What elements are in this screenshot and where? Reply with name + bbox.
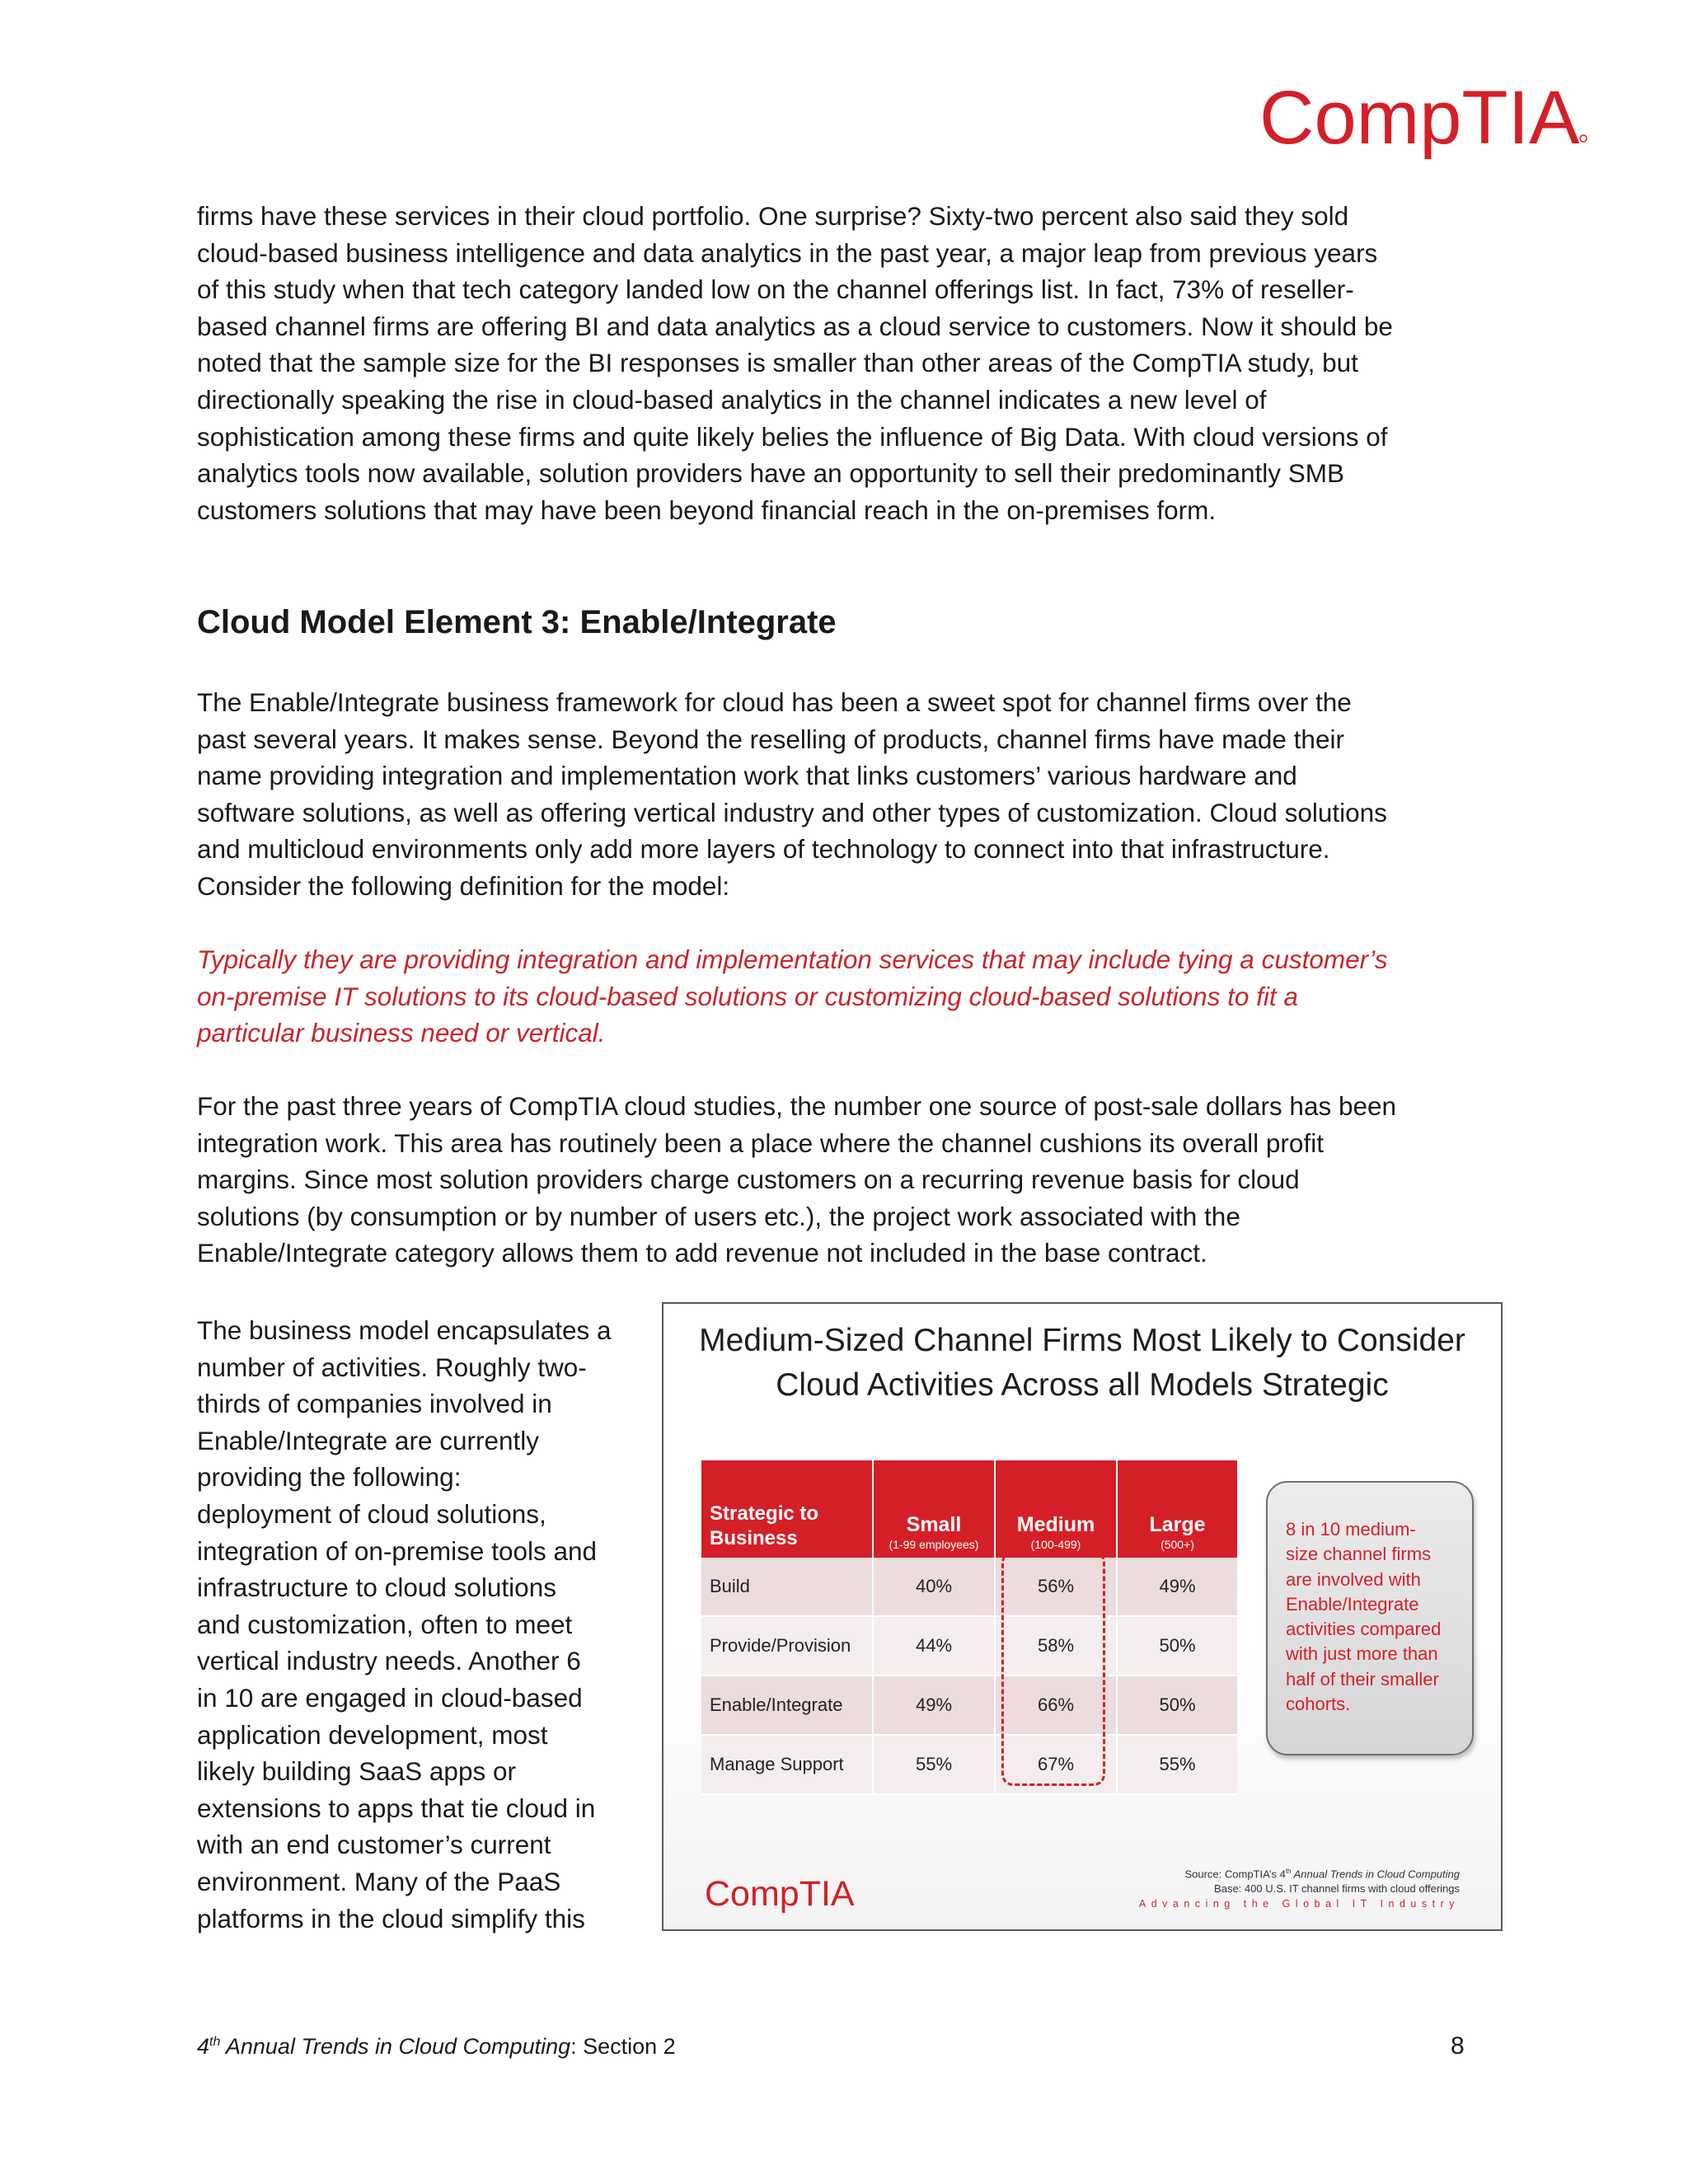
text-line: infrastructure to cloud solutions bbox=[197, 1572, 556, 1603]
figure-title bbox=[663, 1319, 1501, 1408]
callout-bubble bbox=[1266, 1481, 1474, 1755]
text-line: software solutions, as well as offering vertical industry and other types of customization. Cloud solutions bbox=[197, 797, 1387, 827]
section-heading: Cloud Model Element 3: Enable/Integrate bbox=[197, 604, 837, 640]
cell-large: 55% bbox=[1117, 1735, 1237, 1794]
column-name: Large bbox=[1149, 1513, 1206, 1536]
text-line: Consider the following definition for the model: bbox=[197, 870, 730, 901]
column-sub: (500+) bbox=[1160, 1538, 1194, 1551]
text-line: platforms in the cloud simplify this bbox=[197, 1903, 585, 1933]
text-line: environment. Many of the PaaS bbox=[197, 1866, 561, 1896]
intro-paragraph bbox=[197, 198, 1483, 528]
column-name: Medium bbox=[1016, 1513, 1095, 1536]
text-line: cloud-based business intelligence and data analytics in the past year, a major leap from previous years bbox=[197, 237, 1378, 268]
definition-quote bbox=[197, 941, 1483, 1052]
text-line: Enable/Integrate are currently bbox=[197, 1425, 539, 1455]
figure-logo-text: CompTIA bbox=[705, 1874, 855, 1914]
column-sub: (100-499) bbox=[1030, 1538, 1081, 1551]
strategic-activities-table bbox=[701, 1460, 1237, 1795]
callout-line: cohorts. bbox=[1286, 1694, 1351, 1715]
text-line: particular business need or vertical. bbox=[197, 1018, 606, 1048]
text-line: integration work. This area has routinely been a place where the channel cushions its overall profit bbox=[197, 1127, 1324, 1158]
text-line: providing the following: bbox=[197, 1462, 462, 1493]
table-row bbox=[701, 1675, 1237, 1735]
footer-report-title: Annual Trends in Cloud Computing bbox=[220, 2034, 571, 2059]
callout-line: are involved with bbox=[1286, 1568, 1421, 1590]
cell-small: 40% bbox=[873, 1558, 995, 1616]
text-line: based channel firms are offering BI and data analytics as a cloud service to customers. Now it should be bbox=[197, 311, 1393, 341]
source-line-2: Base: 400 U.S. IT channel firms with cloud offerings bbox=[1214, 1882, 1460, 1896]
text-line: noted that the sample size for the BI responses is smaller than other areas of the CompTIA study, but bbox=[197, 348, 1358, 378]
text-line: solutions (by consumption or by number of users etc.), the project work associated with the bbox=[197, 1201, 1240, 1231]
text-line: extensions to apps that tie cloud in bbox=[197, 1793, 596, 1823]
text-line: vertical industry needs. Another 6 bbox=[197, 1646, 581, 1676]
text-line: The business model encapsulates a bbox=[197, 1315, 612, 1345]
text-line: past several years. It makes sense. Beyond the reselling of products, channel firms have made their bbox=[197, 724, 1344, 754]
text-line: integration of on-premise tools and bbox=[197, 1535, 598, 1566]
text-line: and customization, often to meet bbox=[197, 1609, 573, 1639]
callout-line: 8 in 10 medium- bbox=[1286, 1519, 1416, 1540]
text-line: with an end customer’s current bbox=[197, 1830, 551, 1860]
source-title: Annual Trends in Cloud Computing bbox=[1291, 1868, 1460, 1881]
figure-source bbox=[1139, 1864, 1460, 1911]
footer-sup: th bbox=[209, 2035, 221, 2049]
figure-comptia-logo bbox=[705, 1872, 861, 1915]
row-header-cell bbox=[701, 1460, 873, 1558]
text-line: directionally speaking the rise in cloud-based analytics in the channel indicates a new level of bbox=[197, 384, 1267, 415]
page-number: 8 bbox=[1451, 2032, 1465, 2060]
row-label: Enable/Integrate bbox=[701, 1675, 873, 1735]
figure-title-line: Medium-Sized Channel Firms Most Likely to Consider bbox=[699, 1323, 1465, 1358]
paragraph-post-sale bbox=[197, 1088, 1483, 1272]
callout-line: activities compared bbox=[1286, 1619, 1442, 1640]
column-header-medium bbox=[995, 1460, 1117, 1558]
text-line: and multicloud environments only add more layers of technology to connect into that infrastructure. bbox=[197, 834, 1330, 865]
footer-section: : Section 2 bbox=[570, 2034, 676, 2059]
cell-small: 55% bbox=[873, 1735, 995, 1794]
cell-small: 44% bbox=[873, 1616, 995, 1675]
footer-title bbox=[197, 2032, 676, 2061]
column-header-small bbox=[873, 1460, 995, 1558]
callout-line: with just more than bbox=[1286, 1643, 1438, 1665]
row-label: Build bbox=[701, 1558, 873, 1616]
column-sub: (1-99 employees) bbox=[889, 1538, 979, 1551]
cell-large: 49% bbox=[1117, 1558, 1237, 1616]
paragraph-enable-integrate bbox=[197, 684, 1483, 905]
text-line: name providing integration and implementation work that links customers’ various hardware and bbox=[197, 761, 1297, 791]
row-label: Provide/Provision bbox=[701, 1616, 873, 1675]
table-row bbox=[701, 1735, 1237, 1794]
text-line: Enable/Integrate category allows them to add revenue not included in the base contract. bbox=[197, 1238, 1207, 1268]
callout-line: Enable/Integrate bbox=[1286, 1593, 1419, 1615]
comptia-logo bbox=[1259, 76, 1589, 166]
text-line: thirds of companies involved in bbox=[197, 1389, 552, 1419]
source-tagline: Advancing the Global IT Industry bbox=[1138, 1898, 1460, 1910]
cell-large: 50% bbox=[1117, 1675, 1237, 1735]
text-line: number of activities. Roughly two- bbox=[197, 1352, 587, 1382]
source-prefix: Source: CompTIA’s 4 bbox=[1184, 1868, 1286, 1881]
text-line: For the past three years of CompTIA cloud studies, the number one source of post-sale dollars has been bbox=[197, 1091, 1397, 1121]
text-line: firms have these services in their cloud portfolio. One surprise? Sixty-two percent also said they sold bbox=[197, 201, 1349, 231]
text-line: deployment of cloud solutions, bbox=[197, 1498, 546, 1529]
text-line: customers solutions that may have been beyond financial reach in the on-premises form. bbox=[197, 494, 1217, 525]
column-header-large bbox=[1117, 1460, 1237, 1558]
text-line: margins. Since most solution providers charge customers on a recurring revenue basis for cloud bbox=[197, 1165, 1300, 1195]
text-line: analytics tools now available, solution providers have an opportunity to sell their predominantly SMB bbox=[197, 458, 1344, 489]
table-row bbox=[701, 1558, 1237, 1616]
cell-medium: 67% bbox=[995, 1735, 1117, 1794]
source-line-1 bbox=[1139, 1864, 1460, 1882]
column-name: Small bbox=[906, 1513, 962, 1536]
text-line: in 10 are engaged in cloud-based bbox=[197, 1682, 583, 1713]
row-label: Manage Support bbox=[701, 1735, 873, 1794]
medium-column-highlight bbox=[1001, 1551, 1105, 1786]
footer-number: 4 bbox=[197, 2034, 210, 2059]
callout-line: size channel firms bbox=[1286, 1544, 1432, 1565]
text-line: The Enable/Integrate business framework for cloud has been a sweet spot for channel firms over the bbox=[197, 687, 1352, 717]
source-sup: th bbox=[1285, 1868, 1292, 1875]
text-line: Typically they are providing integration and implementation services that may include tying a customer’s bbox=[197, 944, 1388, 974]
text-line: on-premise IT solutions to its cloud-based solutions or customizing cloud-based solutions to fit a bbox=[197, 981, 1298, 1011]
paragraph-activities bbox=[197, 1312, 642, 1937]
text-line: sophistication among these firms and quite likely belies the influence of Big Data. With cloud versions of bbox=[197, 421, 1388, 452]
cell-small: 49% bbox=[873, 1675, 995, 1735]
text-line: likely building SaaS apps or bbox=[197, 1756, 516, 1787]
cell-medium: 58% bbox=[995, 1616, 1117, 1675]
infographic-figure bbox=[662, 1302, 1503, 1931]
cell-large: 50% bbox=[1117, 1616, 1237, 1675]
cell-medium: 56% bbox=[995, 1558, 1117, 1616]
figure-title-line: Cloud Activities Across all Models Strategic bbox=[776, 1367, 1389, 1403]
text-line: of this study when that tech category landed low on the channel offerings list. In fact, 73% of reseller- bbox=[197, 274, 1354, 305]
row-header-label: Strategic to Business bbox=[710, 1502, 819, 1549]
table-header-row bbox=[701, 1460, 1237, 1558]
cell-medium: 66% bbox=[995, 1675, 1117, 1735]
table-row bbox=[701, 1616, 1237, 1675]
logo-text: CompTIA bbox=[1259, 76, 1580, 160]
callout-line: half of their smaller bbox=[1286, 1668, 1439, 1690]
text-line: application development, most bbox=[197, 1719, 548, 1750]
